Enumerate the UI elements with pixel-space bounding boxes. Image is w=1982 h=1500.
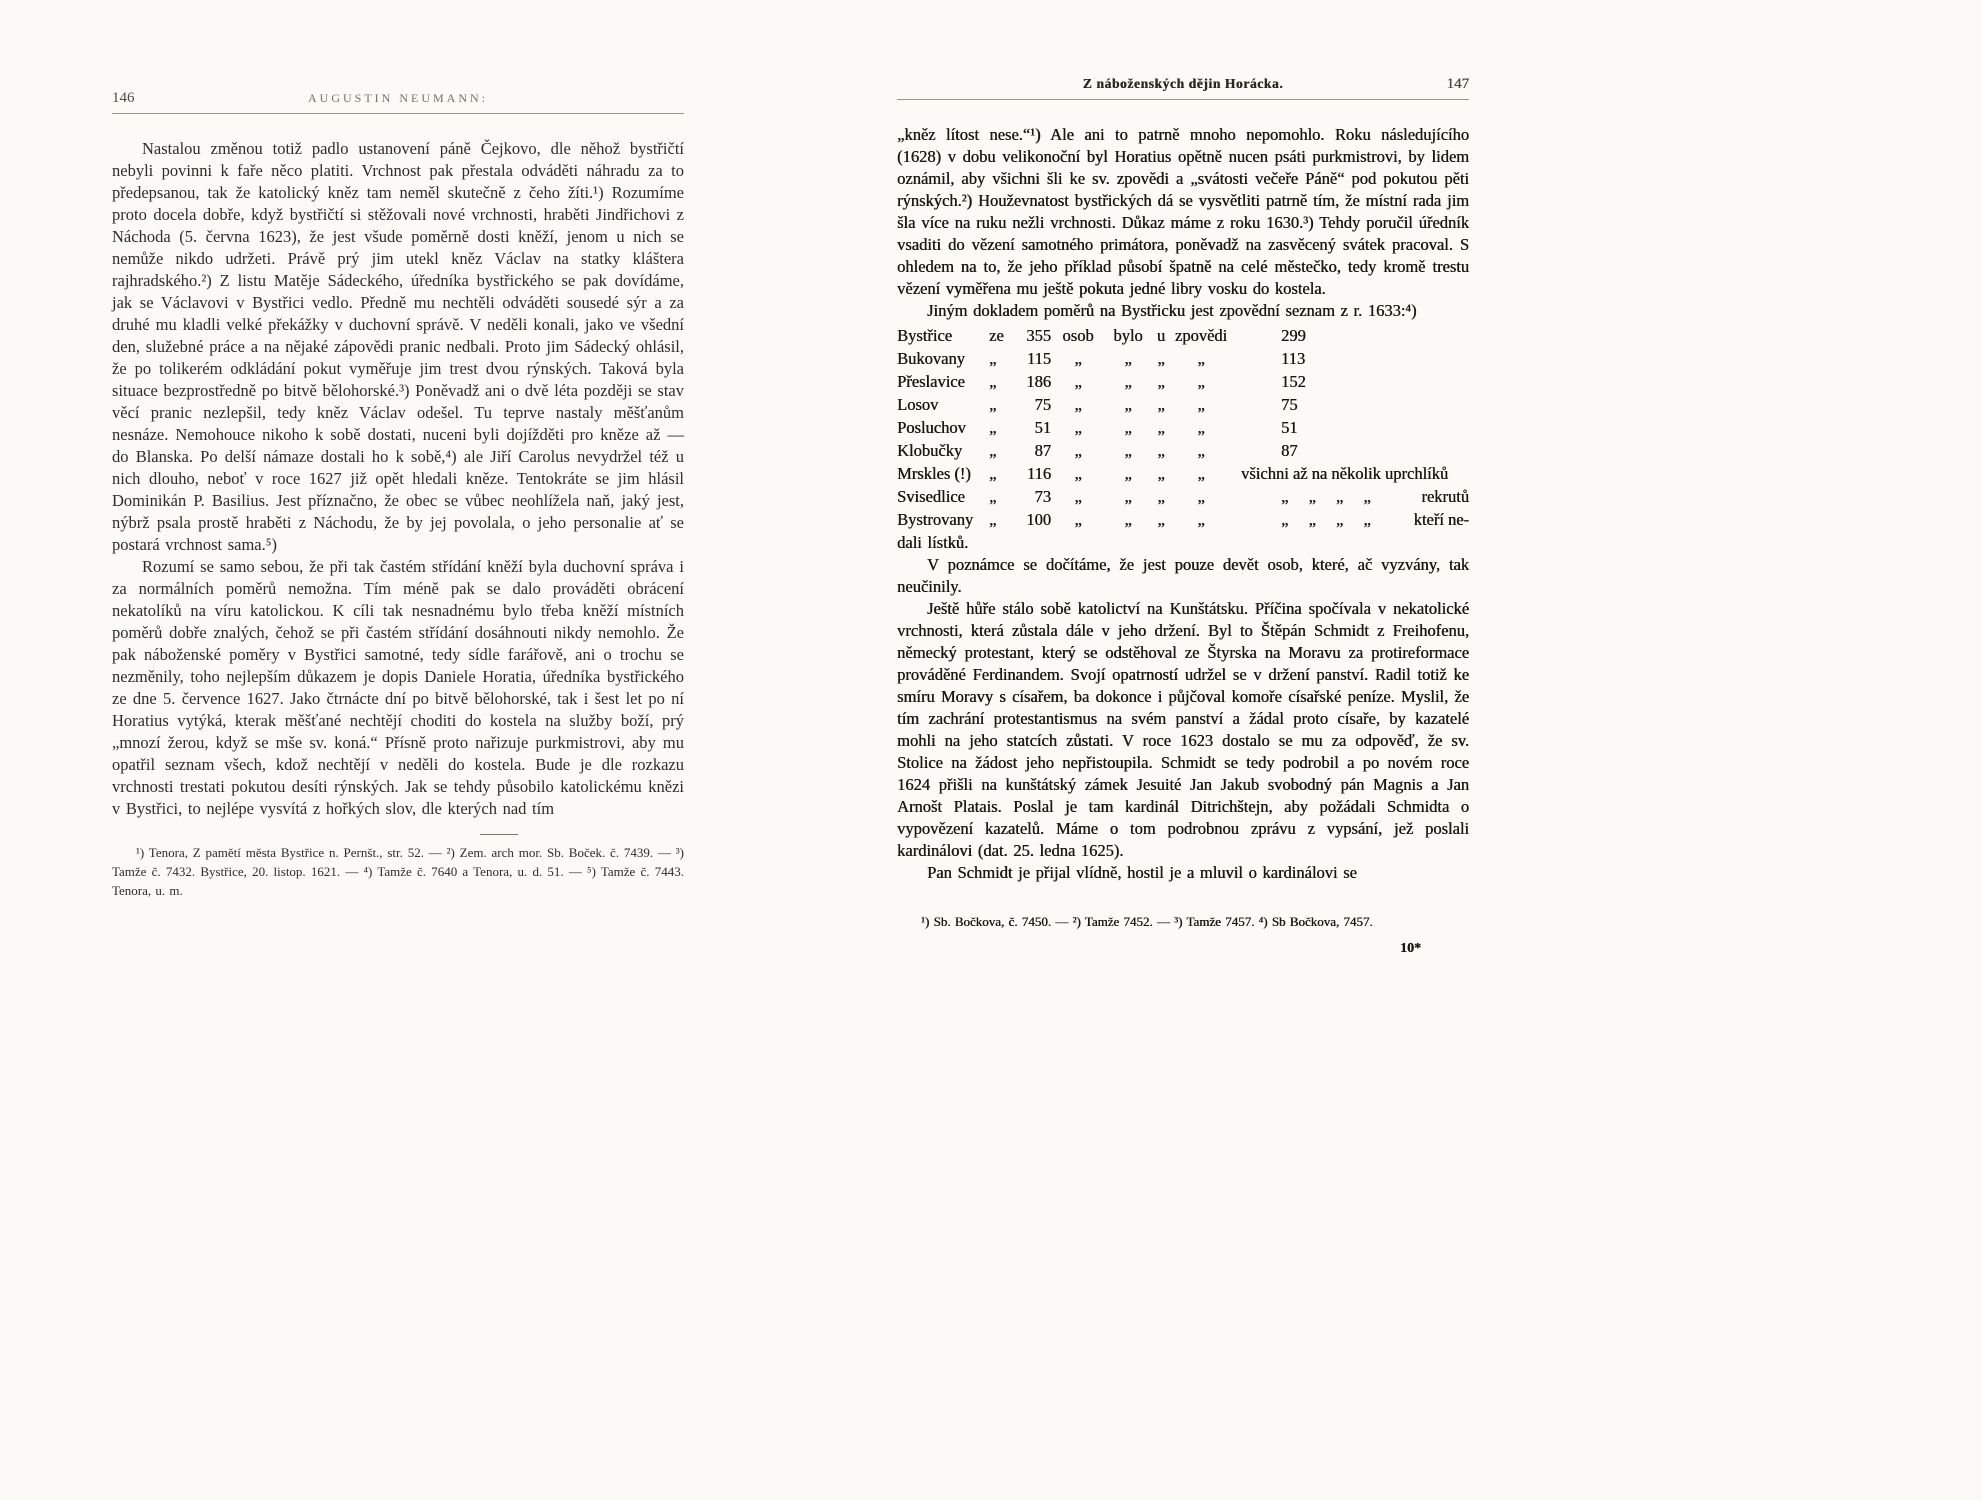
result-value: všichni až na několik uprchlíků: [1241, 464, 1449, 483]
word-cell: bylo: [1113, 326, 1143, 345]
running-head-title: Z náboženských dějin Horácka.: [1082, 76, 1284, 91]
persons-count: 115: [1026, 349, 1051, 368]
ditto-cell: „: [989, 349, 997, 368]
ditto-cell: „: [1197, 418, 1205, 437]
persons-count: 116: [1026, 464, 1051, 483]
result-note: [1463, 439, 1469, 462]
ditto-cell: „: [1157, 464, 1165, 483]
confessed-result: [1231, 508, 1469, 531]
ditto-cell: „: [1197, 395, 1205, 414]
result-value: „ „ „ „: [1281, 487, 1371, 506]
place-name: Přeslavice: [897, 372, 965, 391]
paragraph-cejkovo: Nastalou změnou totiž padlo ustanovení páně Čejkovo, dle něhož bystřičtí nebyli povinni k faře něco platiti. Vrchnost pak přestala odváděti náhradu za to předepsanou, tak že katolický kněz tam neměl skutečně z čeho žíti.¹) Rozumíme proto docela dobře, když bystřičtí si stěžovali nové vrchnosti, hraběti Jindřichovi z Náchoda (5. června 1623), že jest všude poměrně dosti kněží, jenom u nich se nemůže nikdo udržeti. Právě prý jim utekl kněz Václav na statky kláštera rajhradského.²) Z listu Matěje Sádeckého, úředníka bystřického se pak dovídáme, jak se Václavovi v Bystřici vedlo. Předně mu nechtěli odváděti sousedé sýr a za druhé mu kladli velké překážky v duchovní správě. V neděli konali, jako ve všední den, služebné práce a na nějaké zápovědi pranic nedbali. Proto jim Sádecký ohlásil, že po tolikerém odkládání pokut vyměřuje jim trest dvou rýnských. Taková byla situace bezprostředně po bitvě bělohorské.³) Poněvadž ani o dvě léta později se stav věcí pranic nezlepšil, tedy kněz Václav odešel. Tu teprve nastaly měšťanům nesnáze. Nemohouce nikoho k sobě dostati, nuceni byli dojížděti pro kněze až — do Blanska. Po delší námaze dostali ho k sobě,⁴) ale Jiří Carolus nevydržel též u nich dlouho, neboť v roce 1627 již opět hledali kněze. Tentokráte se jim hlásil Dominikán P. Basilius. Jest příznačno, že obec se vůbec neohlížela naň, jaký jest, nýbrž psala prostě hraběti z Náchodu, že by jej povolala, o jeho personalie ať se postará vrchnost sama.⁵): [112, 139, 684, 554]
persons-count: 355: [1026, 326, 1051, 345]
place-name: Posluchov: [897, 418, 966, 437]
ditto-cell: „: [989, 510, 997, 529]
persons-count: 87: [1034, 441, 1051, 460]
confessed-result: [1231, 462, 1469, 485]
confessed-result: [1231, 485, 1469, 508]
paragraph-zpovedni-seznam-intro: Jiným dokladem poměrů na Bystřicku jest zpovědní seznam z r. 1633:⁴): [927, 301, 1417, 320]
persons-count: 73: [1034, 487, 1051, 506]
result-value: 152: [1281, 372, 1306, 391]
place-name: Bystrovany: [897, 510, 974, 529]
place-name: Bukovany: [897, 349, 965, 368]
place-name: Mrskles (!): [897, 464, 971, 483]
ditto-cell: „: [1157, 487, 1165, 506]
ditto-cell: „: [1074, 349, 1082, 368]
place-name: Klobučky: [897, 441, 963, 460]
result-value: 299: [1281, 326, 1306, 345]
ditto-cell: „: [1197, 510, 1205, 529]
confessed-result: [1231, 416, 1469, 439]
ditto-cell: „: [989, 418, 997, 437]
ditto-cell: „: [989, 464, 997, 483]
table-row: [897, 370, 1469, 393]
ditto-cell: „: [1157, 510, 1165, 529]
place-name: Svisedlice: [897, 487, 965, 506]
paragraph-knez-litost: „kněz lítost nese.“¹) Ale ani to patrně mnoho nepomohlo. Roku následujícího (1628) v dobu velikonoční byl Horatius opětně nucen psáti purkmistrovi, by lidem oznámil, aby všichni šli ke sv. zpovědi a „svátosti večeře Páně“ pod pokutou pěti rýnských.²) Houževnatost bystřických dá se vysvětliti patrně tím, že místní rada jim šla více na ruku nežli vrchnosti. Důkaz máme z roku 1630.³) Tehdy poručil úředník vsaditi do vězení samotného primátora, poněvadž na zasvěcený svátek pracoval. S ohledem na to, že jeho příklad působí špatně na celé městečko, tedy kromě trestu vězení vyměřena mu ještě pokuta jedné libry vosku do kostela.: [897, 125, 1469, 298]
ditto-cell: „: [1197, 487, 1205, 506]
ditto-cell: „: [1124, 418, 1132, 437]
persons-count: 75: [1034, 395, 1051, 414]
ditto-cell: „: [989, 487, 997, 506]
result-note: kteří ne-: [1413, 510, 1469, 529]
table-row: [897, 485, 1469, 508]
ditto-cell: „: [1197, 441, 1205, 460]
ditto-cell: „: [1074, 464, 1082, 483]
result-note: rekrutů: [1421, 487, 1469, 506]
persons-count: 51: [1034, 418, 1051, 437]
signature-mark: 10*: [1400, 941, 1421, 956]
ditto-cell: „: [1197, 464, 1205, 483]
result-note: [1463, 416, 1469, 439]
paragraph-schmidt: Pan Schmidt je přijal vlídně, hostil je a mluvil o kardinálovi se: [927, 863, 1357, 882]
result-value: 75: [1281, 395, 1298, 414]
ditto-cell: „: [1157, 418, 1165, 437]
ditto-cell: „: [1074, 441, 1082, 460]
confessed-result: [1231, 347, 1469, 370]
ditto-cell: „: [1074, 395, 1082, 414]
result-note: [1463, 462, 1469, 485]
ditto-cell: „: [1124, 372, 1132, 391]
ditto-cell: „: [1124, 487, 1132, 506]
ditto-cell: „: [1124, 441, 1132, 460]
ditto-cell: „: [1157, 395, 1165, 414]
ditto-cell: „: [1074, 418, 1082, 437]
confessed-result: [1231, 324, 1469, 347]
result-note: [1463, 324, 1469, 347]
word-cell: osob: [1062, 326, 1094, 345]
paragraph-kunstatsko: Ještě hůře stálo sobě katolictví na Kunštátsku. Příčina spočívala v nekatolické vrchnosti, která zůstala dále v jeho držení. Byl to Štěpán Schmidt z Freihofenu, německý protestant, který se odstěhoval ze Štyrska na Moravu za protireformace prováděné Ferdinandem. Svojí opatrností udržel se v držení panství. Radil totiž ke smíru Moravy s císařem, ba dokonce i půjčoval komoře císařské peníze. Myslil, že tím zachrání protestantismus na svém panství a žádal proto císaře, by kazatelé mohli na jeho statcích zůstati. V roce 1623 dostalo se mu za odpověď, že sv. Stolice na žádost jeho nepřistoupila. Schmidt se tedy podrobil a po novém roce 1624 přišli na kunštátský zámek Jesuité Jan Jakub svobodný pán Magnis a Jan Arnošt Platais. Poslal je tam kardinál Ditrichštejn, aby požádali Schmidta o vypovězení kazatelů. Máme o tom podrobnou zprávu z vypsání, jež poslali kardinálovi (dat. 25. ledna 1625).: [897, 599, 1469, 860]
page-number-left: 146: [112, 90, 135, 106]
ditto-cell: „: [1197, 372, 1205, 391]
persons-count: 186: [1026, 372, 1051, 391]
confessed-result: [1231, 370, 1469, 393]
ditto-cell: „: [1157, 441, 1165, 460]
ditto-cell: „: [989, 395, 997, 414]
result-value: 51: [1281, 418, 1298, 437]
footnotes-left: ¹) Tenora, Z pamětí města Bystřice n. Pernšt., str. 52. — ²) Zem. arch mor. Sb. Boček. č. 7439. — ³) Tamže č. 7432. Bystřice, 20. listop. 1621. — ⁴) Tamže č. 7640 a Tenora, u. d. 51. — ⁵) Tamže č. 7443. Tenora, u. m.: [112, 845, 684, 898]
ditto-cell: „: [1124, 510, 1132, 529]
confession-table: [897, 324, 1469, 531]
result-value: 113: [1281, 349, 1306, 368]
table-continuation-line: dali lístků.: [897, 533, 969, 552]
word-cell: ze: [989, 326, 1004, 345]
result-note: [1463, 347, 1469, 370]
confessed-result: [1231, 393, 1469, 416]
paragraph-stridani-knezi: Rozumí se samo sebou, že při tak častém střídání kněží byla duchovní správa i za normálních poměrů nemožna. Tím méně pak se dalo prováděti obrácení nekatolíků na víru katolickou. K cíli tak nesnadnému bylo třeba kněží místních poměrů dobře znalých, čehož se při častém střídání dosáhnouti nikdy nemohlo. Že pak náboženské poměry v Bystřici samotné, tedy sídle farářově, ani o trochu se nezměnily, toho nejlepším důkazem je dopis Daniele Horatia, úředníka bystřického ze dne 5. července 1627. Jako čtrnácte dní po bitvě bělohorské, tak i šest let po ní Horatius vytýká, kterak měšťané nechtějí choditi do kostela na služby boží, prý „mnozí žerou, když se mše sv. koná.“ Přísně proto nařizuje purkmistrovi, aby mu opatřil seznam všech, kdož nechtějí v neděli do kostela. Bude je dle rozkazu vrchnosti trestati pokutou desíti rýnských. Jak se tehdy působilo katolickému knězi v Bystřici, to nejlépe vysvítá z hořkých slov, dle kterých nad tím: [112, 557, 684, 818]
ditto-cell: „: [1157, 349, 1165, 368]
result-value: „ „ „ „: [1281, 510, 1371, 529]
table-row: [897, 439, 1469, 462]
result-note: [1463, 370, 1469, 393]
ditto-cell: „: [1074, 487, 1082, 506]
ditto-cell: „: [1197, 349, 1205, 368]
word-cell: u: [1156, 326, 1166, 345]
page-number-right: 147: [1446, 76, 1469, 92]
place-name: Bystřice: [897, 326, 952, 345]
table-row: [897, 324, 1469, 347]
ditto-cell: „: [1074, 510, 1082, 529]
table-row: [897, 347, 1469, 370]
ditto-cell: „: [989, 441, 997, 460]
ditto-cell: „: [1157, 372, 1165, 391]
paragraph-poznamka: V poznámce se dočítáme, že jest pouze devět osob, které, ač vyzvány, tak neučinily.: [897, 555, 1469, 596]
ditto-cell: „: [989, 372, 997, 391]
page-146: [112, 90, 684, 900]
confessed-result: [1231, 439, 1469, 462]
page-header-left: [112, 90, 684, 114]
table-row: [897, 462, 1469, 485]
ditto-cell: „: [1124, 395, 1132, 414]
page-147: [897, 76, 1469, 957]
word-cell: zpovědi: [1174, 326, 1228, 345]
place-name: Losov: [897, 395, 939, 414]
table-row: [897, 393, 1469, 416]
ditto-cell: „: [1124, 464, 1132, 483]
table-row: [897, 416, 1469, 439]
result-value: 87: [1281, 441, 1298, 460]
footnotes-right: ¹) Sb. Bočkova, č. 7450. — ²) Tamže 7452. — ³) Tamže 7457. ⁴) Sb Bočkova, 7457.: [921, 914, 1373, 929]
ditto-cell: „: [1124, 349, 1132, 368]
persons-count: 100: [1026, 510, 1051, 529]
result-note: [1463, 393, 1469, 416]
table-row: [897, 508, 1469, 531]
running-head-author: AUGUSTIN NEUMANN:: [308, 91, 488, 105]
footnote-separator: [480, 834, 518, 835]
page-header-right: [897, 76, 1469, 100]
ditto-cell: „: [1074, 372, 1082, 391]
